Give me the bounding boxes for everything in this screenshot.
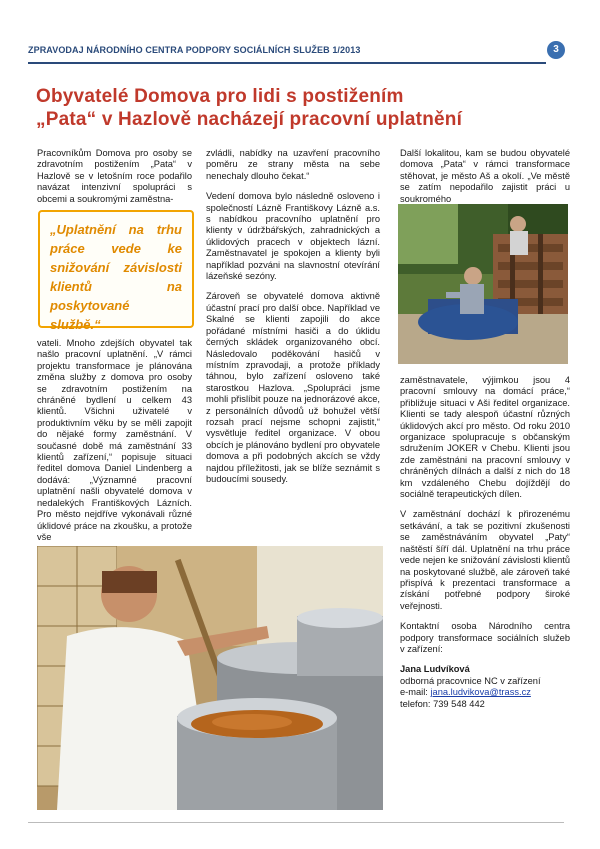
footer-divider <box>28 822 564 823</box>
article-title-line-2: „Pata“ v Hazlově nacházejí pracovní uplatnění <box>36 109 463 130</box>
column-1-intro <box>37 148 192 214</box>
contact-email-link[interactable]: jana.ludvikova@trass.cz <box>430 687 531 698</box>
newsletter-title: ZPRAVODAJ NÁRODNÍHO CENTRA PODPORY SOCIÁLNÍCH SLUŽEB 1/2013 <box>28 45 361 55</box>
article-title-line-1: Obyvatelé Domova pro lidi s postižením <box>36 86 404 107</box>
photo-outdoor-workers-image <box>398 204 568 364</box>
contact-email-line <box>400 687 570 698</box>
photo-outdoor-workers <box>398 204 568 364</box>
contact-block <box>400 664 570 710</box>
contact-intro: Kontaktní osoba Národního centra podpory transformace sociálních služeb v zařízení: <box>400 621 570 654</box>
newsletter-header <box>28 40 564 62</box>
pull-quote-box <box>38 210 194 332</box>
paragraph: Zároveň se obyvatelé domova aktivně účastní prací pro další obce. Například ve Skalné se klienti zapojili do akce pořádané místními hasiči a do úklidu černých skládek organizovaného obcí. Následovalo poděkování hasičů v místním zpravodaji, a protože příklady táhnou, bylo zařízení osloveno také starostkou Hazlova. „Spolupráci jsme mohli přislíbit pouze na jednorázové akce, z personálních důvodů už bohužel větší rozsah prací nejsme schopni zajistit,“ vysvětluje ředitel organizace. V obou obcích je plánováno bydlení pro obyvatele domova a při podobných akcích se vždy najdou příležitosti, jak se blíže seznámit s budoucími sousedy. <box>206 291 380 484</box>
paragraph: vateli. Mnoho zdejších obyvatel tak našlo pracovní uplatnění. „V rámci projektu transformace je plánována změna služby z domova pro osoby se zdravotním postižením na chráněné bydlení u celkem 43 klientů. Všichni uživatelé v produktivním věku by se měli zapojit do nějaké formy zaměstnání. V současné době má zaměstnání 33 klientů zařízení,“ popisuje situaci ředitel domova Daniel Lindenberg a dodává: „Významné pracovní uplatnění našli obyvatelé domova v nedalekých Františkových Lázních. Pro město nejdříve vykonávali různé úklidové práce na zkoušku, a protože vše <box>37 338 192 542</box>
paragraph: zvládli, nabídky na uzavření pracovního poměru ze strany města na sebe nenechaly dlouho čekat.“ <box>206 148 380 181</box>
contact-role: odborná pracovnice NC v zařízení <box>400 675 541 686</box>
column-1-continued <box>37 338 192 552</box>
column-3-bottom <box>400 375 570 710</box>
paragraph: zaměstnavatele, výjimkou jsou 4 pracovní smlouvy na domácí práce,“ přibližuje situaci v Aši ředitel organizace. Klienti se tady alespoň účastní různých úklidových akcí pro město. Od roku 2010 organizace spolupracuje s občanským sdružením JOKER v Chebu. Klienti jsou zde zaměstnáni na pracovní smlouvy v chráněných dílnách a další z nich do 18 km vzdáleného Chebu dojíždějí do sociálně terapeutických dílen. <box>400 375 570 500</box>
contact-name: Jana Ludvíková <box>400 664 470 675</box>
photo-kitchen-cooking <box>37 546 383 810</box>
header-divider <box>28 62 546 64</box>
paragraph: V zaměstnání dochází k přirozenému setkávání, a tak se pozitivní zkušenosti se zaměstnáváním obyvatel „Paty“ naštěstí šíří dál. Uplatnění na trhu práce vede nejen ke snižování závislosti klientů na poskytované službě, ale zároveň také přispívá k prezentaci transformace a získání potřebné podpory široké veřejnosti. <box>400 509 570 611</box>
photo-kitchen-cooking-image <box>37 546 383 810</box>
column-2 <box>206 148 380 494</box>
contact-email-label: e-mail: <box>400 687 431 698</box>
paragraph: Vedení domova bylo následně osloveno i společností Lázně Františkovy Lázně a.s. s nabídkou pracovního uplatnění pro klienty v údržbářských, zahradnických a úklidových pracech v objektech lázní. Zaměstnavatel je spokojen a klienty byli například pozváni na slavnostní otevírání lázeňské sezóny. <box>206 191 380 282</box>
pull-quote-text: „Uplatnění na trhu práce vede ke snižování závislosti klientů na poskytované službě.“ <box>50 222 182 332</box>
page-number-badge: 3 <box>547 41 565 59</box>
contact-phone: telefon: 739 548 442 <box>400 698 485 709</box>
paragraph: Pracovníkům Domova pro osoby se zdravotním postižením „Pata“ v Hazlově se v letošním roce podařilo navázat intenzivní spolupráci s obcemi a soukromými zaměstna- <box>37 148 192 204</box>
paragraph: Další lokalitou, kam se budou obyvatelé domova „Pata“ v rámci transformace stěhovat, je město Aš a okolí. „Ve městě se zatím nepodařilo zajistit práci u soukromého <box>400 148 570 204</box>
